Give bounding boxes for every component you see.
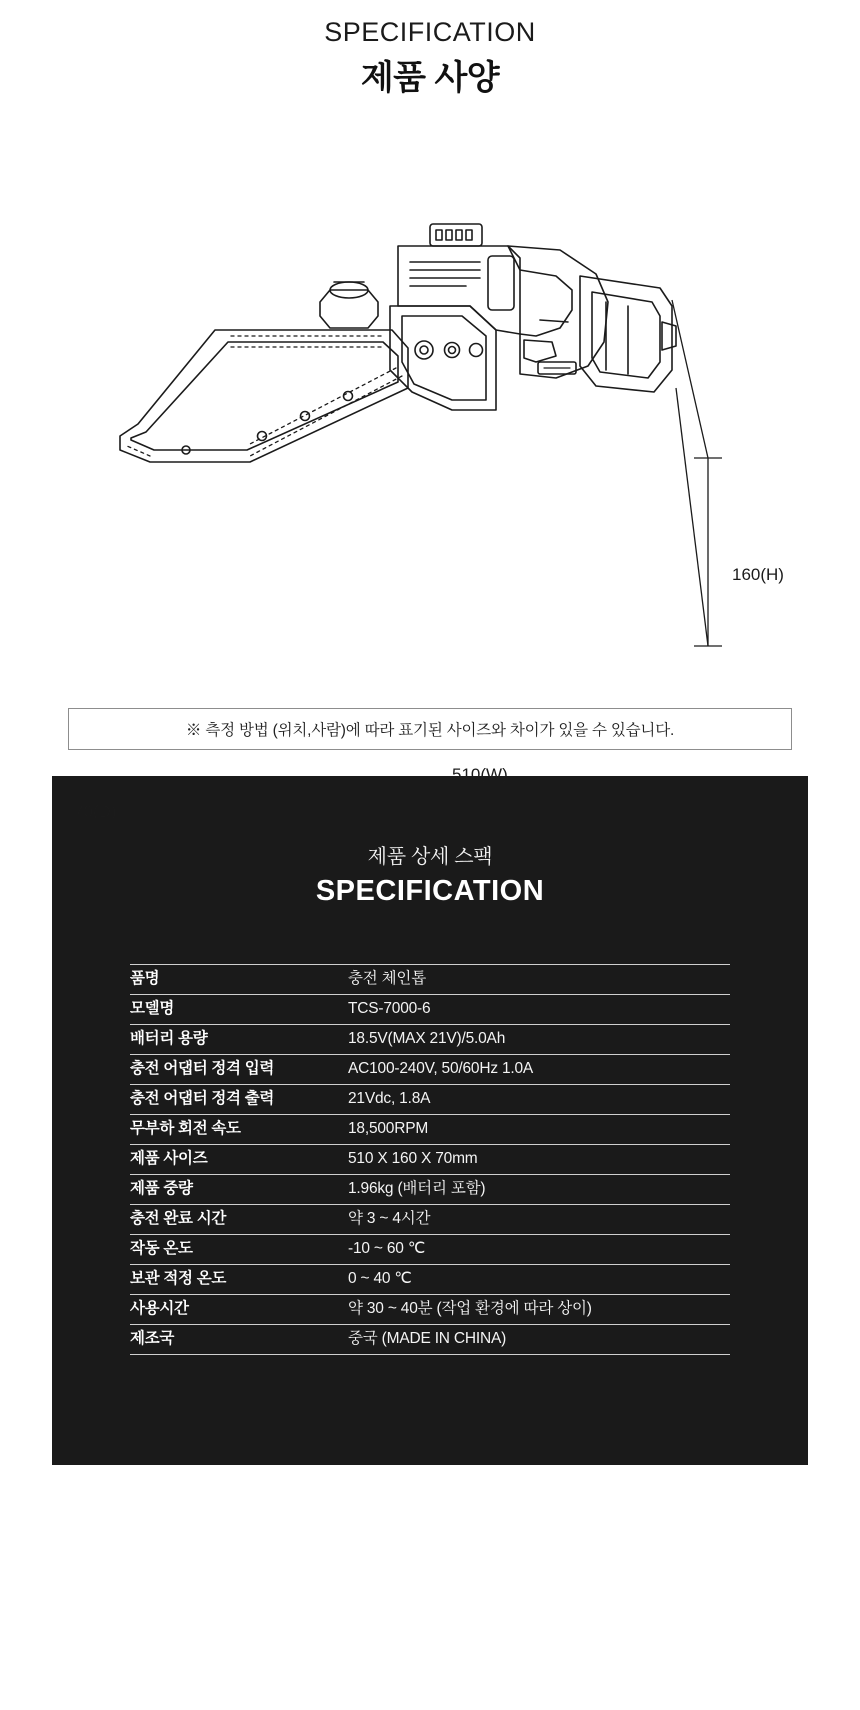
table-row bbox=[130, 1204, 730, 1234]
measurement-note-text: ※ 측정 방법 (위치,사람)에 따라 표기된 사이즈와 차이가 있을 수 있습니다. bbox=[185, 721, 675, 739]
table-row bbox=[130, 1294, 730, 1324]
specification-panel bbox=[52, 776, 808, 1465]
spec-key: 충전 어댑터 정격 입력 bbox=[130, 1054, 348, 1084]
spec-value: AC100-240V, 50/60Hz 1.0A bbox=[348, 1054, 730, 1084]
table-row bbox=[130, 994, 730, 1024]
spec-key: 모델명 bbox=[130, 994, 348, 1024]
table-row bbox=[130, 1084, 730, 1114]
spec-key: 제품 중량 bbox=[130, 1174, 348, 1204]
spec-value: 약 30 ~ 40분 (작업 환경에 따라 상이) bbox=[348, 1294, 730, 1324]
dimension-height-label: 160(H) bbox=[732, 564, 784, 584]
spec-value: 18.5V(MAX 21V)/5.0Ah bbox=[348, 1024, 730, 1054]
spec-key: 충전 완료 시간 bbox=[130, 1204, 348, 1234]
spec-key: 무부하 회전 속도 bbox=[130, 1114, 348, 1144]
spec-key: 보관 적정 온도 bbox=[130, 1264, 348, 1294]
table-row bbox=[130, 1324, 730, 1354]
spec-value: -10 ~ 60 ℃ bbox=[348, 1234, 730, 1264]
chainsaw-line-drawing bbox=[0, 210, 860, 690]
spec-value: 1.96kg (배터리 포함) bbox=[348, 1174, 730, 1204]
specification-table bbox=[130, 964, 730, 1355]
spec-value: 510 X 160 X 70mm bbox=[348, 1144, 730, 1174]
table-row bbox=[130, 1234, 730, 1264]
spec-subtitle-ko: 제품 상세 스팩 bbox=[367, 845, 493, 868]
measurement-note bbox=[68, 708, 792, 750]
spec-key: 사용시간 bbox=[130, 1294, 348, 1324]
spec-value: 21Vdc, 1.8A bbox=[348, 1084, 730, 1114]
spec-key: 품명 bbox=[130, 964, 348, 994]
spec-value: 약 3 ~ 4시간 bbox=[348, 1204, 730, 1234]
spec-value: 중국 (MADE IN CHINA) bbox=[348, 1324, 730, 1354]
dimension-width-label: 510(W) bbox=[452, 764, 508, 784]
page-header bbox=[0, 0, 860, 100]
spec-key: 제품 사이즈 bbox=[130, 1144, 348, 1174]
page-title-en: SPECIFICATION bbox=[324, 17, 536, 47]
table-row bbox=[130, 1174, 730, 1204]
spec-value: 0 ~ 40 ℃ bbox=[348, 1264, 730, 1294]
spec-key: 작동 온도 bbox=[130, 1234, 348, 1264]
spec-value: 18,500RPM bbox=[348, 1114, 730, 1144]
table-row bbox=[130, 1024, 730, 1054]
table-row bbox=[130, 1054, 730, 1084]
spec-value: TCS-7000-6 bbox=[348, 994, 730, 1024]
spec-key: 제조국 bbox=[130, 1324, 348, 1354]
spec-key: 배터리 용량 bbox=[130, 1024, 348, 1054]
specification-table-body bbox=[130, 964, 730, 1354]
table-row bbox=[130, 1114, 730, 1144]
table-row bbox=[130, 964, 730, 994]
page-title-ko: 제품 사양 bbox=[360, 58, 500, 97]
spec-title-en: SPECIFICATION bbox=[315, 874, 545, 907]
spec-key: 충전 어댑터 정격 출력 bbox=[130, 1084, 348, 1114]
dimension-depth-label: 70(D) bbox=[74, 801, 117, 821]
table-row bbox=[130, 1144, 730, 1174]
table-row bbox=[130, 1264, 730, 1294]
spec-value: 충전 체인톱 bbox=[348, 964, 730, 994]
